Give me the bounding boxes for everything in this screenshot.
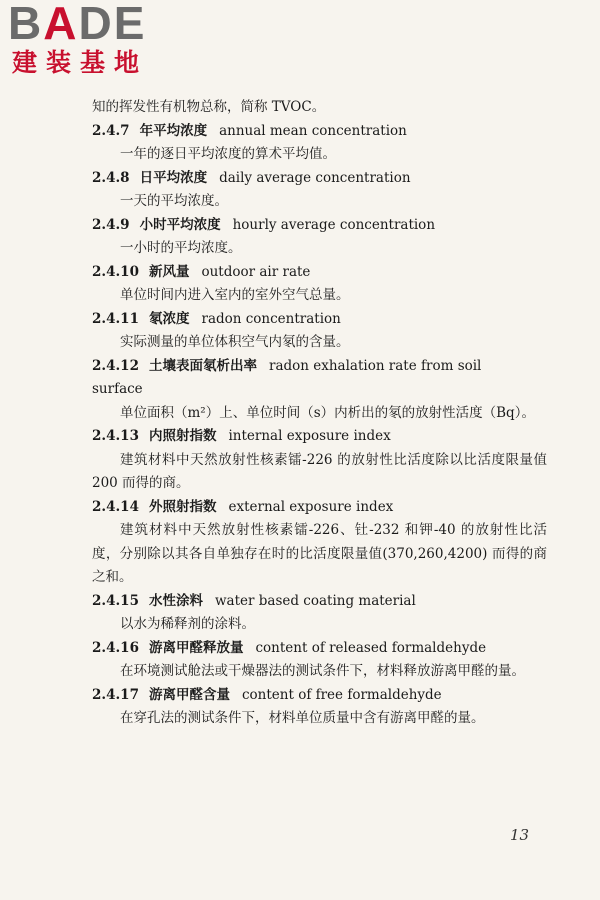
bade-logo	[8, 0, 178, 82]
entry-heading: 2.4.8 日平均浓度 daily average concentration	[92, 169, 411, 186]
entry-definition: 建筑材料中天然放射性核素镭-226、钍-232 和钾-40 的放射性比活度，分别除以其各自单独存在时的比活度限量值(370,260,4200) 而得的商之和。	[92, 522, 547, 585]
entry-heading: 2.4.12 土壤表面氡析出率 radon exhalation rate from soil	[92, 357, 482, 374]
entry-heading: 2.4.11 氡浓度 radon concentration	[92, 310, 341, 327]
entry-heading: 2.4.9 小时平均浓度 hourly average concentration	[92, 216, 436, 233]
entry-heading: 2.4.16 游离甲醛释放量 content of released formaldehyde	[92, 639, 487, 656]
entry-definition: 一年的逐日平均浓度的算术平均值。	[120, 146, 336, 162]
entry-definition: 实际测量的单位体积空气内氡的含量。	[120, 334, 350, 350]
logo-subtitle: 建装基地	[12, 48, 149, 77]
entry-definition: 建筑材料中天然放射性核素镭-226 的放射性比活度除以比活度限量值 200 而得的商。	[92, 451, 547, 491]
intro-continuation: 知的挥发性有机物总称，简称 TVOC。	[92, 99, 326, 115]
page-number: 13	[510, 826, 530, 844]
entry-heading-continuation: surface	[92, 381, 143, 397]
entry-definition: 在穿孔法的测试条件下，材料单位质量中含有游离甲醛的量。	[120, 710, 485, 726]
entry-heading: 2.4.17 游离甲醛含量 content of free formaldehyde	[92, 686, 442, 703]
entry-definition: 单位时间内进入室内的室外空气总量。	[120, 287, 350, 303]
entry-definition: 单位面积（m²）上、单位时间（s）内析出的氡的放射性活度（Bq）。	[120, 404, 535, 421]
entry-definition: 以水为稀释剂的涂料。	[120, 616, 255, 632]
entry-heading: 2.4.15 水性涂料 water based coating material	[92, 592, 416, 609]
entry-definition: 一小时的平均浓度。	[120, 240, 242, 256]
entry-heading: 2.4.7 年平均浓度 annual mean concentration	[92, 122, 407, 139]
entry-heading: 2.4.14 外照射指数 external exposure index	[92, 498, 394, 515]
entry-definition: 一天的平均浓度。	[120, 193, 228, 209]
entry-heading: 2.4.10 新风量 outdoor air rate	[92, 263, 311, 280]
entry-definition: 在环境测试舱法或干燥器法的测试条件下，材料释放游离甲醛的量。	[120, 663, 525, 679]
entry-heading: 2.4.13 内照射指数 internal exposure index	[92, 428, 391, 444]
logo-brand: BADE	[8, 0, 147, 49]
document-body	[92, 96, 547, 731]
